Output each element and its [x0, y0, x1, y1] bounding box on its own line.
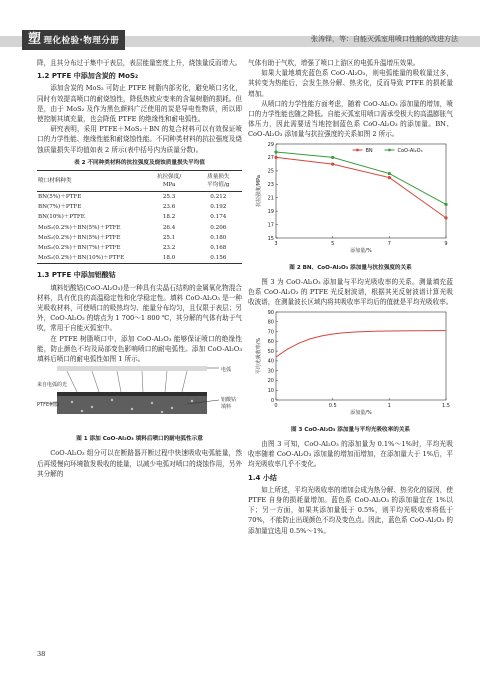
legend-marker	[388, 148, 391, 151]
section-heading: 1.3 PTFE 中添加铝酸钴	[37, 271, 116, 280]
figure-2-chart	[248, 140, 453, 261]
arc-column	[57, 366, 207, 371]
cell-material: BN(5%)＋PTFE	[38, 194, 82, 201]
cell-strength: 25.3	[162, 194, 176, 201]
paragraph: 填料铝酸钴(CoO-Al₂O₃)是一种具有尖晶石结构的金属氧化物混合材料，具有优良的高温稳定性和化学稳定性。填料 CoO-Al₂O₃ 是一种光吸收材料，可使喷口的吸热均匀、能量分布均匀，且仅限于表层；另外，CoO-Al₂O₃ 的熔点为 1 700～1 800 ℃，其分解的气体有助于气吹，常用于自能灭弧室中。	[37, 283, 242, 333]
cell-loss: 0.156	[210, 255, 227, 262]
cell-material: BN(10%)＋PTFE	[38, 214, 85, 221]
y-axis-label: 抗拉强度/MPa	[256, 174, 262, 207]
y-tick-label: 50	[267, 348, 274, 355]
cell-material: BN(7%)＋PTFE	[38, 204, 82, 211]
y-tick-label: 0	[270, 397, 274, 404]
y-tick-label: 23	[267, 181, 274, 188]
cell-loss: 0.212	[210, 194, 227, 201]
table-row	[37, 192, 242, 203]
col-header-strength-unit: MPa	[162, 182, 176, 189]
paragraph: CoO-Al₂O₃ 组分可以在断路器开断过程中快速吸收电弧能量，然后再缓慢向环境散发吸收的能量，以减少电弧对喷口的烧蚀作用，另外其分解的	[37, 449, 242, 478]
data-point	[388, 172, 391, 175]
figure-1-svg	[37, 364, 242, 432]
paragraph: 从喷口的力学性能方面考虑，随着 CoO-Al₂O₃ 添加量的增加，喷口的力学性能也随之降低。自能灭弧室用喷口需承受极大的高温膨胀气体压力，因此需要适当地控制蓝色系 CoO-Al₂O₃ 的添加量。BN、CoO-Al₂O₃ 添加量与抗拉强度的关系如图 2 所示。	[248, 99, 453, 139]
cell-material: MoS₂(0.2%)＋BN(5%)＋PTFE	[38, 224, 121, 231]
table-header-row	[37, 171, 242, 192]
paragraph: 如上所述，平均光吸收率的增加会成为热分解、热劣化的原因，使 PTFE 自身的损耗量增加。蓝色系 CoO-Al₂O₃ 的添加量宜在 1%以下；另一方面，如果其添加量低于 0.5%，则平均光吸收率将低于 70%，不能防止出现颜色不均及变色点。因此，蓝色系 CoO-Al₂O₃ 的添加量宜选用 0.5%～1%。	[248, 485, 453, 535]
journal-logo	[22, 30, 125, 50]
paragraph: 在 PTFE 树脂喷口中，添加 CoO-Al₂O₃ 能够保证喷口的绝缘性能，防止颜色不均及局部变色影响喷口的耐电弧性。添加 CoO-Al₂O₃ 填料后喷口的耐电弧性如图 1 所示。	[37, 334, 242, 364]
paragraph: 添加含炭的 MoS₂ 可防止 PTFE 树脂内部劣化，避免喷口劣化，同时有效提高喷口的耐烧蚀性，降低热欧应变来的含氟树脂的损耗。但是，由于 MoS₂ 及作为黑色颜料广泛使用的炭是导电性物质，所以即使控制其填充量，也会降低 PTFE 的绝缘性和耐电弧性。	[37, 84, 242, 124]
y-tick-label: 21	[267, 195, 274, 202]
data-point	[444, 202, 447, 205]
cell-loss: 0.192	[210, 204, 227, 211]
cell-material: MoS₂(0.2%)＋BN(5%)＋PTFE	[38, 234, 121, 241]
y-tick-label: 19	[267, 208, 274, 215]
table-row	[37, 233, 242, 243]
paragraph: 图 3 为 CoO-Al₂O₃ 添加量与平均光吸收率的关系。测量填充蓝色系 CoO-Al₂O₃ 的 PTFE 光反射波谱，根据其光反射波谱计算光吸收波谱，在测量波长区域内将其吸收率平均后的值就是平均光吸收率。	[248, 278, 453, 307]
y-tick-label: 90	[267, 309, 274, 316]
series-line-2	[276, 152, 446, 204]
y-axis-label: 平均光吸收率/%	[256, 337, 262, 374]
figure-2-svg	[248, 140, 453, 258]
legend-label: CoO-Al₂O₃	[397, 147, 423, 154]
cell-strength: 18.2	[162, 214, 176, 221]
journal-logo-glyph: 塑	[28, 32, 42, 47]
x-tick-label: 1.5	[442, 402, 450, 409]
figure-3-svg	[248, 308, 453, 420]
figure-3-chart	[248, 308, 453, 423]
table-caption: 表 2 不同种类材料的抗拉强度及烧蚀质量损失平均值	[74, 159, 205, 166]
absorbing-surface-layer	[57, 392, 207, 396]
figure-1-diagram	[37, 364, 242, 432]
data-point	[444, 216, 447, 219]
x-tick-label: 5	[331, 240, 335, 247]
light-rays	[67, 371, 187, 392]
x-tick-label: 3	[274, 240, 278, 247]
cell-strength: 18.0	[162, 255, 176, 262]
figure-1-caption: 图 1 添加 CoO-Al₂O₃ 填料后喷口的耐电弧性示意	[76, 436, 203, 443]
label-arc: 电弧	[221, 367, 232, 374]
paragraph: 降，且其分布过于集中于表层，表层能量密度上升，烧蚀量反而增大。	[37, 59, 242, 67]
plot-frame	[276, 312, 446, 400]
table-row	[37, 223, 242, 233]
x-tick-label: 9	[444, 240, 448, 247]
col-header-strength	[144, 171, 195, 192]
running-title: 张涛铎，等：自能灭弧室用喷口性能的改进方法	[311, 35, 458, 43]
y-tick-label: 27	[267, 154, 274, 161]
y-tick-label: 10	[267, 387, 274, 394]
table-row	[37, 202, 242, 212]
cell-material: MoS₂(0.2%)＋BN(7%)＋PTFE	[38, 245, 121, 252]
y-tick-label: 20	[267, 377, 274, 384]
label-filler-2: 填料	[221, 404, 232, 411]
cell-strength: 23.6	[162, 204, 176, 211]
x-axis-label: 添加量/%	[350, 409, 372, 416]
right-column	[248, 58, 453, 536]
y-tick-label: 29	[267, 141, 274, 148]
x-axis-label: 添加量/%	[350, 247, 372, 254]
section-heading: 1.4 小结	[248, 473, 277, 482]
data-point	[331, 155, 334, 158]
paragraph: 气体有助于气吹，增强了喷口上游区的电弧升温增压效果。	[248, 59, 420, 67]
figure-3-caption: 图 3 CoO-Al₂O₃ 添加量与平均光吸收率的关系	[290, 426, 411, 433]
col-header-strength-line1: 抗拉强度/	[156, 174, 182, 181]
cell-strength: 25.1	[162, 234, 176, 241]
paragraph: 研究表明，采用 PTFE＋MoS₂＋BN 的复合材料可以有效保证喷口的力学性能、绝缘性能和耐烧蚀性能。不同种类材料的抗拉强度及烧蚀质量损失平均值如表 2 所示(表中括号内为质量分数)。	[37, 125, 242, 154]
series-line-1	[276, 330, 446, 356]
figure-2-caption: 图 2 BN、CoO-Al₂O₃ 添加量与抗拉强度的关系	[289, 264, 412, 271]
label-ptfe-resin: PTFE树脂	[37, 402, 60, 409]
table-row	[37, 243, 242, 253]
col-header-loss-unit: 平均值/g	[207, 182, 230, 189]
cell-strength: 26.4	[162, 224, 176, 231]
cell-strength: 23.2	[162, 245, 176, 252]
x-tick-label: 1	[387, 402, 391, 409]
material-table	[37, 170, 242, 264]
cell-loss: 0.206	[210, 224, 227, 231]
y-tick-label: 70	[267, 328, 274, 335]
cell-loss: 0.168	[210, 245, 227, 252]
label-arc-light: 来自电弧的光	[37, 382, 68, 389]
section-heading: 1.2 PTFE 中添加含炭的 MoS₂	[37, 72, 139, 81]
table-row	[37, 253, 242, 264]
y-tick-label: 17	[267, 221, 274, 228]
y-tick-label: 80	[267, 319, 274, 326]
paragraph: 如果大量地填充蓝色系 CoO-Al₂O₃，则电弧能量的吸收量过多，其转变为热能后，会发生热分解、热劣化，反而导致 PTFE 的损耗量增加。	[248, 69, 453, 98]
x-tick-label: 0	[274, 402, 278, 409]
paragraph: 由图 3 可知，CoO-Al₂O₃ 的添加量为 0.1%～1%时，平均光吸收率随着 CoO-Al₂O₃ 添加量的增加而增加，在添加量大于 1%后，平均光吸收率几乎不变化。	[248, 440, 453, 469]
x-tick-label: 7	[387, 240, 391, 247]
table-row	[37, 212, 242, 222]
series-line-1	[276, 157, 446, 217]
col-header-loss-line1: 质量损失	[207, 174, 230, 181]
cell-material: MoS₂(0.2%)＋BN(10%)＋PTFE	[38, 255, 125, 262]
legend-label: BN	[365, 147, 373, 154]
journal-name: 理化检验·物理分册	[43, 36, 120, 46]
cell-loss: 0.180	[210, 234, 227, 241]
y-tick-label: 30	[267, 368, 274, 375]
legend-marker	[356, 148, 359, 151]
y-tick-label: 15	[267, 235, 274, 242]
y-tick-label: 40	[267, 358, 274, 365]
page-number: 38	[37, 650, 46, 658]
left-column	[37, 58, 242, 479]
data-point	[388, 176, 391, 179]
data-point	[274, 155, 277, 158]
col-header-material: 喷口材料种类	[38, 178, 72, 185]
cell-loss: 0.174	[210, 214, 227, 221]
label-filler: 铝酸钴	[221, 397, 237, 404]
x-tick-label: 0.5	[328, 402, 337, 409]
col-header-loss	[195, 171, 242, 192]
y-tick-label: 60	[267, 338, 274, 345]
data-point	[331, 162, 334, 165]
data-point	[274, 150, 277, 153]
y-tick-label: 25	[267, 168, 274, 175]
